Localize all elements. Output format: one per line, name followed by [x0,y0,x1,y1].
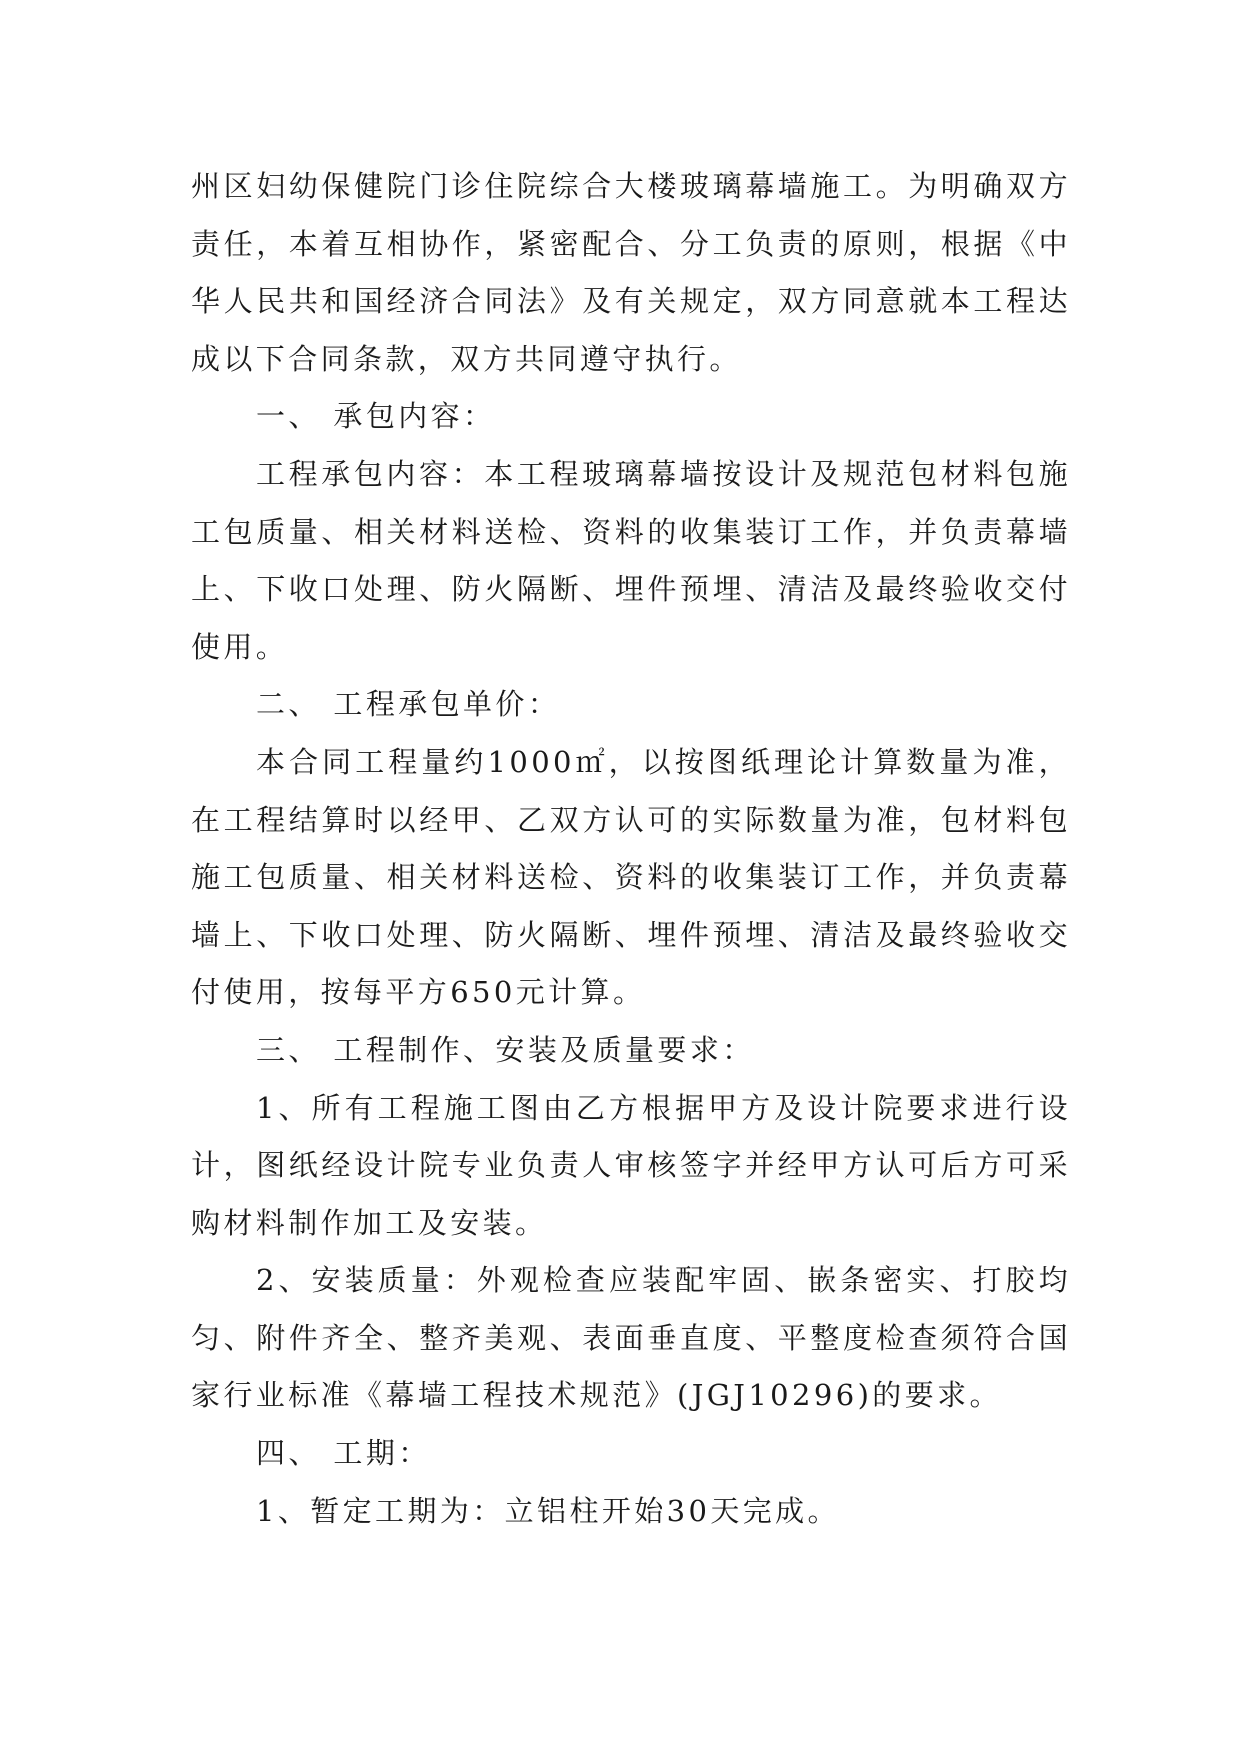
paragraph-intro: 州区妇幼保健院门诊住院综合大楼玻璃幕墙施工。为明确双方责任，本着互相协作，紧密配合、分工负责的原则，根据《中华人民共和国经济合同法》及有关规定，双方同意就本工程达成以下合同条款，双方共同遵守执行。 [191,169,1071,376]
section-heading-unit-price: 二、 工程承包单价： [256,687,561,722]
section-heading-schedule: 四、 工期： [256,1436,431,1471]
paragraph-quality-item-1: 1、所有工程施工图由乙方根据甲方及设计院要求进行设计，图纸经设计院专业负责人审核签字并经甲方认可后方可采购材料制作加工及安装。 [191,1090,1071,1240]
paragraph-quality-item-2: 2、安装质量：外观检查应装配牢固、嵌条密实、打胶均匀、附件齐全、整齐美观、表面垂直度、平整度检查须符合国家行业标准《幕墙工程技术规范》(JGJ10296)的要求。 [191,1263,1071,1413]
paragraph-unit-price: 本合同工程量约1000㎡，以按图纸理论计算数量为准，在工程结算时以经甲、乙双方认可的实际数量为准，包材料包施工包质量、相关材料送检、资料的收集装订工作，并负责幕墙上、下收口处理、防火隔断、埋件预埋、清洁及最终验收交付使用，按每平方650元计算。 [191,744,1071,1010]
section-heading-quality-requirements: 三、 工程制作、安装及质量要求： [256,1032,755,1067]
section-heading-contract-scope: 一、 承包内容： [256,399,496,434]
paragraph-schedule-item-1: 1、暂定工期为：立铝柱开始30天完成。 [256,1493,840,1528]
paragraph-contract-scope: 工程承包内容：本工程玻璃幕墙按设计及规范包材料包施工包质量、相关材料送检、资料的收集装订工作，并负责幕墙上、下收口处理、防火隔断、埋件预埋、清洁及最终验收交付使用。 [191,456,1071,664]
contract-body [191,158,1071,1540]
